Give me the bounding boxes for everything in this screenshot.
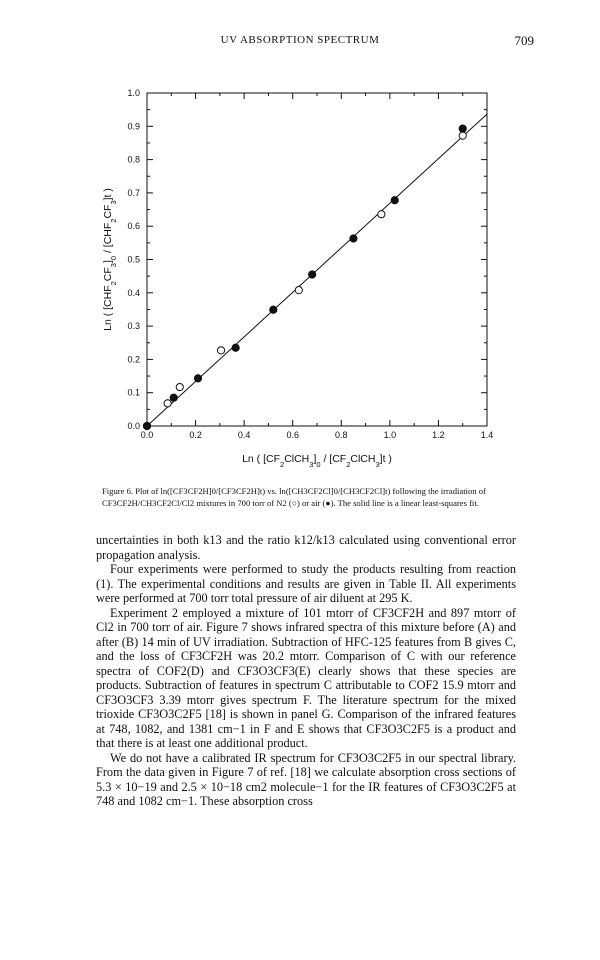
page-number: 709 bbox=[514, 33, 534, 48]
data-point-air bbox=[143, 422, 150, 429]
paragraph: We do not have a calibrated IR spectrum for CF3O3C2F5 in our spectral library. From the data given in Figure 7 of ref. [18] we calculate absorption cross sections of 5.3 × 10−19 and 2.5 × 10−18 cm2 molecule−1 for the IR features of CF3O3C2F5 at 748 and 1082 cm−1. These absorption cross bbox=[96, 750, 516, 808]
data-point-air bbox=[391, 197, 398, 204]
y-axis-label: Ln ( $[CHF_2CF_3]_0 / [CHF_2CF_3]t$ ) bbox=[102, 188, 118, 331]
running-head bbox=[0, 34, 600, 50]
figure-6-chart bbox=[90, 85, 530, 480]
data-point-air bbox=[459, 125, 466, 132]
data-point-n2 bbox=[164, 400, 171, 407]
data-point-n2 bbox=[378, 211, 385, 218]
y-tick-label: 0.3 bbox=[127, 321, 140, 332]
data-point-air bbox=[170, 394, 177, 401]
y-tick-label: 0.6 bbox=[127, 221, 140, 232]
y-tick-label: 0.9 bbox=[127, 121, 140, 132]
caption-label: Figure 6. bbox=[102, 486, 134, 496]
paragraph: Four experiments were performed to study the products resulting from reaction (1). The experimental conditions and results are given in Table II. All experiments were performed at 700 torr total pressure of air diluent at 295 K. bbox=[96, 562, 516, 605]
data-point-air bbox=[270, 306, 277, 313]
data-point-air bbox=[350, 235, 357, 242]
scatter-plot-svg bbox=[90, 85, 530, 480]
x-tick-label: 0.6 bbox=[286, 430, 299, 440]
data-point-n2 bbox=[176, 383, 183, 390]
paragraph-continuation: uncertainties in both k13 and the ratio k12/k13 calculated using conventional error propagation analysis. bbox=[96, 533, 516, 562]
x-axis-label: Ln ( $[CF_2ClCH_3]_0$ / $[CF_2ClCH_3]t$ ) bbox=[242, 453, 392, 469]
y-tick-label: 0.7 bbox=[127, 187, 140, 198]
data-point-n2 bbox=[217, 347, 224, 354]
y-tick-label: 0.8 bbox=[127, 154, 140, 165]
paragraph: Experiment 2 employed a mixture of 101 mtorr of CF3CF2H and 897 mtorr of Cl2 in 700 torr of air. Figure 7 shows infrared spectra of this mixture before (A) and after (B) 14 min of UV irradiation. Subtraction of HFC-125 features from B gives C, and the loss of CF3CF2H was 20.2 mtorr. Comparison of C with our reference spectra of COF2(D) and CF3O3CF3(E) clearly shows that these species are products. Subtraction of features in spectrum C attributable to COF2 15.9 mtorr and CF3O3CF3 3.39 mtorr gives spectrum F. The literature spectrum for the mixed trioxide CF3O3C2F5 [18] is shown in panel G. Comparison of the infrared features at 748, 1082, and 1381 cm−1 in F and E shows that CF3O3C2F5 is a product and that there is at least one additional product. bbox=[96, 605, 516, 750]
x-tick-label: 0.8 bbox=[335, 430, 348, 440]
x-tick-label: 0.2 bbox=[189, 430, 202, 440]
body-text bbox=[96, 533, 516, 809]
running-title: UV ABSORPTION SPECTRUM bbox=[220, 34, 380, 46]
figure-caption bbox=[102, 485, 512, 509]
x-tick-label: 0.0 bbox=[140, 430, 154, 440]
data-point-n2 bbox=[459, 132, 466, 139]
y-tick-label: 0.5 bbox=[127, 254, 140, 265]
x-tick-label: 1.2 bbox=[432, 430, 445, 440]
data-point-air bbox=[309, 271, 316, 278]
data-point-n2 bbox=[295, 287, 302, 294]
data-point-air bbox=[232, 344, 239, 351]
caption-text: Plot of ln([CF3CF2H]0/[CF3CF2H]t) vs. ln([CH3CF2Cl]0/[CH3CF2Cl]t) following the irradiation of CF3CF2H/CH3CF2Cl/Cl2 mixtures in 700 torr of N2 (○) or air (●). The solid line is a linear least-squares fit. bbox=[102, 486, 486, 508]
y-tick-label: 0.2 bbox=[127, 354, 140, 365]
y-tick-label: 0.1 bbox=[127, 387, 140, 398]
x-tick-label: 1.4 bbox=[480, 430, 494, 440]
x-tick-label: 0.4 bbox=[237, 430, 251, 440]
y-tick-label: 1.0 bbox=[127, 88, 140, 98]
y-tick-label: 0.4 bbox=[127, 287, 140, 298]
y-tick-label: 0.0 bbox=[127, 421, 140, 431]
data-point-air bbox=[194, 375, 201, 382]
x-tick-label: 1.0 bbox=[383, 430, 397, 440]
